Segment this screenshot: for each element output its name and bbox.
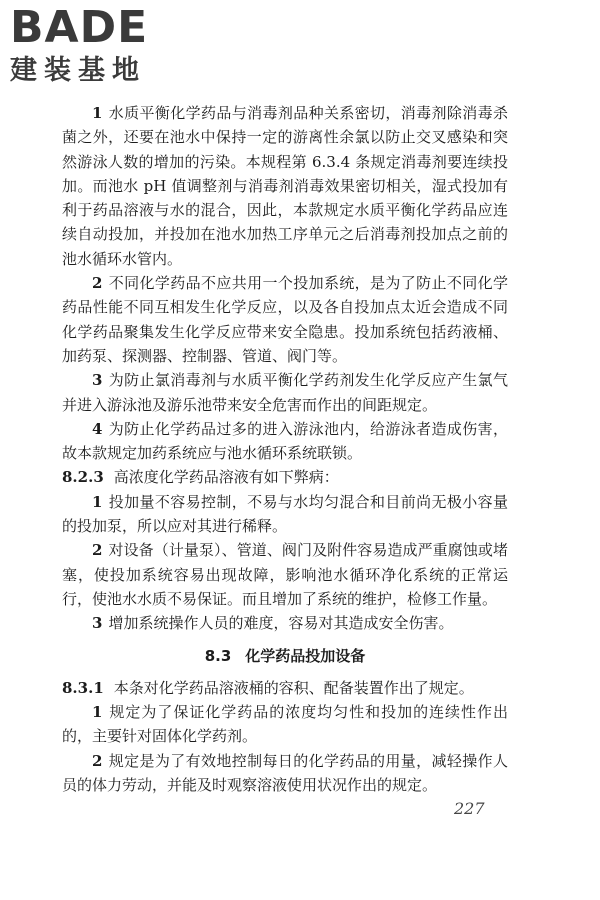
item-number: 4 (92, 419, 103, 438)
clause-text: 高浓度化学药品溶液有如下弊病： (113, 468, 339, 487)
clause-8-2-3-item-2 (62, 538, 508, 611)
clause-text: 本条对化学药品溶液桶的容积、配备装置作出了规定。 (113, 678, 474, 697)
section-number: 8.3 (204, 646, 232, 665)
clause-8-2-3-item-1 (62, 490, 508, 539)
section-heading-8-3 (62, 644, 508, 668)
item-number: 3 (92, 371, 103, 390)
item-text: 为防止化学药品过多的进入游泳池内，给游泳者造成伤害，故本款规定加药系统应与池水循环系统联锁。 (62, 419, 508, 463)
clause-8-3-1-item-1 (62, 700, 508, 749)
item-text: 增加系统操作人员的难度，容易对其造成安全伤害。 (108, 614, 454, 633)
item-text: 规定是为了有效地控制每日的化学药品的用量，减轻操作人员的体力劳动，并能及时观察溶液使用状况作出的规定。 (62, 751, 508, 795)
clause-8-2-3 (62, 465, 508, 489)
logo (10, 2, 180, 86)
page-number: 227 (454, 799, 485, 818)
section-title: 化学药品投加设备 (245, 646, 366, 665)
document-body (62, 101, 508, 797)
paragraph-item-4 (62, 417, 508, 466)
item-text: 水质平衡化学药品与消毒剂品种关系密切，消毒剂除消毒杀菌之外，还要在池水中保持一定的游离性余氯以防止交叉感染和突然游泳人数的增加的污染。本规程第 6.3.4 条规定消毒剂要连续投加。而池水 pH 值调整剂与消毒剂消毒效果密切相关，湿式投加有利于药品溶液与水的混合，因此，本款规定水质平衡化学药品应连续自动投加，并投加在池水加热工序单元之后消毒剂投加点之前的池水循环水管内。 (62, 104, 508, 268)
clause-number: 8.2.3 (62, 468, 104, 487)
item-number: 1 (92, 703, 103, 722)
item-number: 2 (92, 751, 103, 770)
item-text: 对设备（计量泵）、管道、阀门及附件容易造成严重腐蚀或堵塞，使投加系统容易出现故障，影响池水循环净化系统的正常运行，使池水水质不易保证。而且增加了系统的维护，检修工作量。 (62, 541, 508, 608)
paragraph-item-3 (62, 368, 508, 417)
item-number: 2 (92, 541, 103, 560)
item-text: 不同化学药品不应共用一个投加系统，是为了防止不同化学药品性能不同互相发生化学反应，以及各自投加点太近会造成不同化学药品聚集发生化学反应带来安全隐患。投加系统包括药液桶、加药泵、探测器、控制器、管道、阀门等。 (62, 274, 508, 365)
logo-subtitle: 建装基地 (10, 55, 146, 86)
item-number: 3 (92, 614, 103, 633)
clause-8-3-1-item-2 (62, 749, 508, 798)
clause-number: 8.3.1 (62, 678, 104, 697)
paragraph-item-1 (62, 101, 508, 271)
item-text: 投加量不容易控制，不易与水均匀混合和目前尚无极小容量的投加泵，所以应对其进行稀释。 (62, 492, 508, 536)
clause-8-3-1 (62, 676, 508, 700)
paragraph-item-2 (62, 271, 508, 368)
logo-brand: BADE (10, 2, 149, 53)
item-number: 1 (92, 492, 103, 511)
item-number: 1 (92, 104, 103, 122)
clause-8-2-3-item-3 (62, 611, 508, 635)
item-text: 规定为了保证化学药品的浓度均匀性和投加的连续性作出的，主要针对固体化学药剂。 (62, 703, 508, 746)
item-text: 为防止氯消毒剂与水质平衡化学药剂发生化学反应产生氯气并进入游泳池及游乐池带来安全危害而作出的间距规定。 (62, 371, 508, 414)
item-number: 2 (92, 274, 103, 293)
